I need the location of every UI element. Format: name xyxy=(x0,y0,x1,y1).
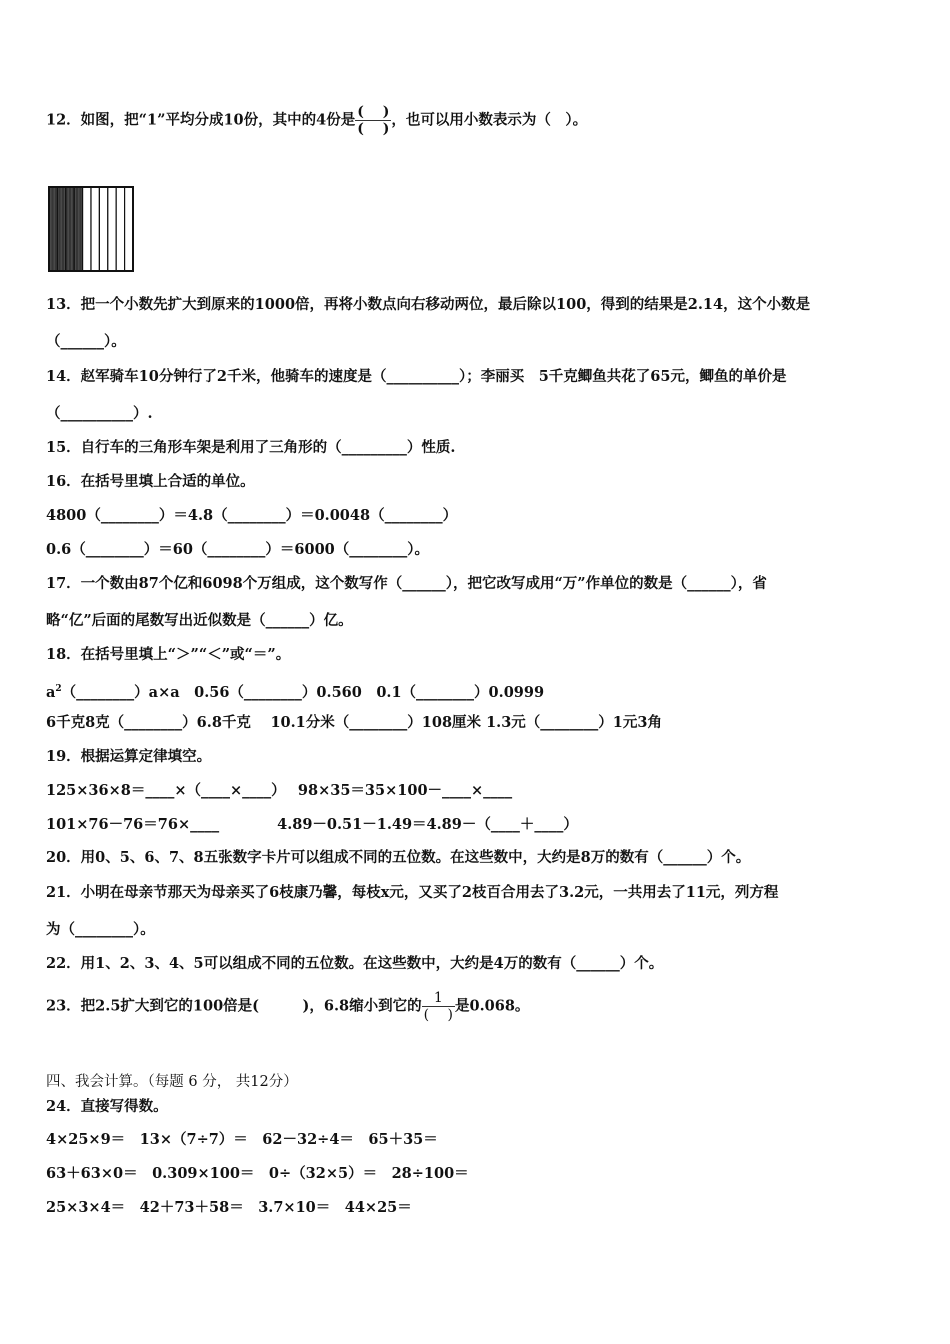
q18-row1-sup: 2 xyxy=(55,684,62,694)
q23-fraction xyxy=(422,990,455,1023)
q19-title: 19．根据运算定律填空。 xyxy=(46,748,212,765)
q23-frac-den: ( ) xyxy=(423,1007,453,1023)
q17-line1: 17．一个数由87个亿和6098个万组成，这个数写作（______），把它改写成用“万”作单位的数是（______），省 xyxy=(46,575,767,592)
q16-title: 16．在括号里填上合适的单位。 xyxy=(46,473,255,490)
q19-row1: 125×36×8＝____×（____×____） 98×35＝35×100－____×____ xyxy=(46,782,513,799)
q23-frac-num: 1 xyxy=(433,990,443,1006)
section4-heading: 四、我会计算。（每题 6 分， 共12分） xyxy=(46,1074,298,1090)
q18-title: 18．在括号里填上“＞”“＜”或“＝”。 xyxy=(46,646,291,663)
q12-line xyxy=(46,104,587,137)
blank-strip xyxy=(125,187,133,271)
blank-strip xyxy=(116,187,124,271)
q21-line2: 为（________）。 xyxy=(46,921,155,938)
q23-line xyxy=(46,990,529,1023)
blank-strip xyxy=(83,187,91,271)
shaded-strip xyxy=(74,187,82,271)
q13-line2: （______）。 xyxy=(46,333,126,350)
q24-title: 24．直接写得数。 xyxy=(46,1098,168,1115)
q13-line1: 13．把一个小数先扩大到原来的1000倍，再将小数点向右移动两位，最后除以100，得到的结果是2.14，这个小数是 xyxy=(46,296,811,313)
q18-row2: 6千克8克（________）6.8千克 10.1分米（________）108厘米 1.3元（________）1元3角 xyxy=(46,714,662,731)
q17-line2: 略“亿”后面的尾数写出近似数是（______）亿。 xyxy=(46,612,353,629)
q18-row1-b: （________）a×a 0.56（________）0.560 0.1（________）0.0999 xyxy=(61,683,545,701)
q14-line1: 14．赵军骑车10分钟行了2千米，他骑车的速度是（__________）；李丽买 5千克鲫鱼共花了65元，鲫鱼的单价是 xyxy=(46,368,787,385)
q18-row1-a: a xyxy=(46,683,56,701)
q16-row2: 0.6（________）＝60（________）＝6000（________）。 xyxy=(46,541,430,558)
q12-text-b: ，也可以用小数表示为（ ）。 xyxy=(391,111,588,129)
q24-row2: 63＋63×0＝ 0.309×100＝ 0÷（32×5）＝ 28÷100＝ xyxy=(46,1165,469,1182)
q12-fraction xyxy=(355,104,391,137)
shaded-strip xyxy=(66,187,74,271)
q12-text-a: 12．如图，把“1”平均分成10份，其中的4份是 xyxy=(46,111,356,129)
blank-strip xyxy=(99,187,107,271)
q21-line1: 21．小明在母亲节那天为母亲买了6枝康乃馨，每枝x元，又买了2枝百合用去了3.2元，一共用去了11元，列方程 xyxy=(46,884,779,901)
q16-row1: 4800（________）＝4.8（________）＝0.0048（________） xyxy=(46,507,458,524)
q22-line: 22．用1、2、3、4、5可以组成不同的五位数。在这些数中，大约是4万的数有（______）个。 xyxy=(46,955,664,972)
q14-line2: （__________）. xyxy=(46,405,153,422)
q12-frac-den: ( ) xyxy=(357,121,390,137)
q23-text-a: 23．把2.5扩大到它的100倍是( )，6.8缩小到它的 xyxy=(46,997,422,1015)
blank-strip xyxy=(108,187,116,271)
q20-line: 20．用0、5、6、7、8五张数字卡片可以组成不同的五位数。在这些数中，大约是8万的数有（______）个。 xyxy=(46,849,751,866)
q15-line: 15．自行车的三角形车架是利用了三角形的（_________）性质. xyxy=(46,439,456,456)
tenths-bar-figure xyxy=(48,186,134,272)
q18-row1 xyxy=(46,680,544,702)
q23-text-b: 是0.068。 xyxy=(455,997,530,1015)
q24-row3: 25×3×4＝ 42＋73＋58＝ 3.7×10＝ 44×25＝ xyxy=(46,1199,412,1216)
q19-row2: 101×76－76＝76×____ 4.89－0.51－1.49＝4.89－（____＋____） xyxy=(46,816,578,833)
shaded-strip xyxy=(49,187,57,271)
blank-strip xyxy=(91,187,99,271)
shaded-strip xyxy=(57,187,65,271)
q24-row1: 4×25×9＝ 13×（7÷7）＝ 62－32÷4＝ 65＋35＝ xyxy=(46,1131,438,1148)
q12-frac-num: ( ) xyxy=(357,104,390,120)
